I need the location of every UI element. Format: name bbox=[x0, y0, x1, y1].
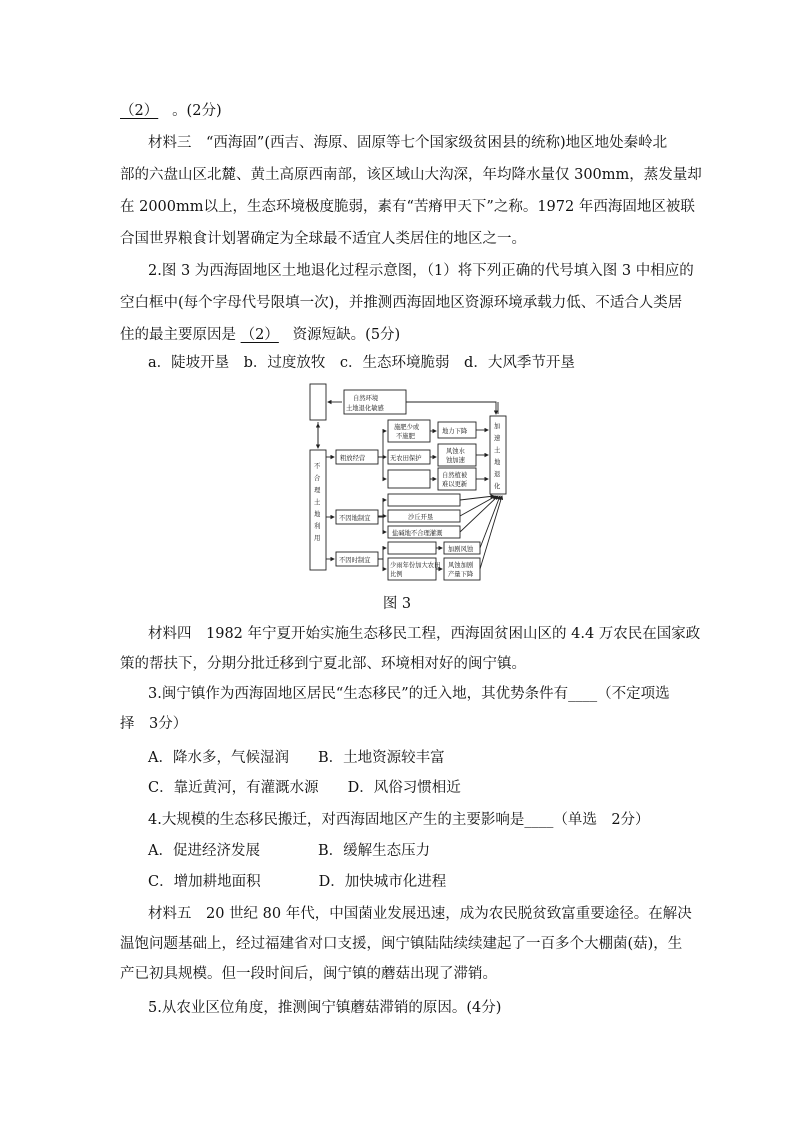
coarse-management-text: 粗放经营 bbox=[340, 455, 366, 462]
q2-text: 资源短缺。(5分) bbox=[292, 327, 401, 343]
material-3-line: 合国世界粮食计划署确定为全球最不适宜人类居住的地区之一。 bbox=[120, 231, 526, 247]
svg-text:地: 地 bbox=[494, 459, 501, 466]
intensified-wind-text: 加剧风蚀 bbox=[448, 546, 474, 553]
answer-blank[interactable]: （2） bbox=[240, 327, 279, 343]
yield-decline-text: 产量下降 bbox=[448, 571, 474, 578]
question-2-options: a．陡坡开垦 b．过度放牧 c．生态环境脆弱 d．大风季节开垦 bbox=[148, 355, 575, 371]
answer-blank[interactable]: （2） bbox=[120, 103, 159, 119]
svg-text:速: 速 bbox=[494, 435, 501, 442]
q2-text: 住的最主要原因是 bbox=[120, 327, 236, 343]
svg-text:不: 不 bbox=[314, 463, 321, 470]
dry-year-text: 少雨年份加大农田 bbox=[390, 562, 441, 569]
material-5-line: 温饱问题基础上，经过福建省对口支援，闽宁镇陆陆续续建起了一百多个大棚菌(菇)，生 bbox=[120, 936, 683, 952]
svg-text:理: 理 bbox=[314, 487, 321, 494]
svg-text:加: 加 bbox=[494, 423, 501, 430]
material-5-line: 材料五 20 世纪 80 年代，中国菌业发展迅速，成为农民脱贫致富重要途径。在解决 bbox=[148, 906, 692, 922]
question-5-line: 5.从农业区位角度，推测闽宁镇蘑菇滞销的原因。(4分) bbox=[148, 1000, 502, 1016]
question-2-line bbox=[120, 325, 400, 345]
material-3-line: 材料三 “西海固”(西吉、海原、固原等七个国家级贫困县的统称)地区地处秦岭北 bbox=[148, 135, 668, 151]
land-degradation-diagram bbox=[308, 382, 520, 582]
dune-reclaim-text: 沙丘开垦 bbox=[408, 514, 434, 521]
score-note: 。(2分) bbox=[172, 103, 222, 119]
vegetation-text: 难以更新 bbox=[442, 481, 468, 488]
little-fertilizer-text: 不施肥 bbox=[396, 433, 415, 440]
vegetation-text: 自然植被 bbox=[442, 472, 468, 479]
svg-text:利: 利 bbox=[314, 523, 321, 530]
blank-box-top-left[interactable] bbox=[310, 384, 326, 420]
material-4-line: 材料四 1982 年宁夏开始实施生态移民工程，西海固贫困山区的 4.4 万农民在国家政 bbox=[148, 626, 701, 642]
little-fertilizer-text: 施肥少或 bbox=[394, 424, 420, 431]
question-2-line: 空白框中(每个字母代号限填一次)，并推测西海固地区资源环境承载力低、不适合人类居 bbox=[120, 295, 683, 311]
material-4-line: 策的帮扶下，分期分批迁移到宁夏北部、环境相对好的闽宁镇。 bbox=[120, 656, 526, 672]
question-3-line: 择 3分） bbox=[120, 716, 188, 732]
saline-irrigation-text: 盐碱地不合理灌溉 bbox=[392, 530, 443, 537]
dry-year-text: 比例 bbox=[390, 571, 403, 578]
svg-text:土: 土 bbox=[314, 499, 321, 506]
question-3-options: A．降水多，气候湿润 B．土地资源较丰富 bbox=[148, 750, 445, 766]
not-adapted-to-time-text: 不因时制宜 bbox=[339, 557, 371, 564]
svg-text:退: 退 bbox=[494, 471, 501, 478]
svg-text:化: 化 bbox=[494, 483, 501, 490]
yield-decline-text: 风蚀加剧 bbox=[448, 562, 474, 569]
figure-caption: 图 3 bbox=[382, 596, 412, 612]
not-adapted-to-place-text: 不因地制宜 bbox=[339, 515, 371, 522]
svg-text:用: 用 bbox=[314, 535, 321, 542]
fertility-decline-text: 地力下降 bbox=[442, 428, 468, 435]
svg-text:地: 地 bbox=[314, 511, 321, 518]
question-2-line: 2.图 3 为西海固地区土地退化过程示意图，（1）将下列正确的代号填入图 3 中相应的 bbox=[148, 263, 694, 279]
question-3-options: C．靠近黄河，有灌溉水源 D．风俗习惯相近 bbox=[148, 780, 461, 796]
erosion-text: 蚀加速 bbox=[446, 457, 465, 464]
no-farmland-protection-text: 无农田保护 bbox=[390, 455, 422, 462]
answer-line-1 bbox=[120, 101, 222, 121]
blank-box-lower[interactable] bbox=[388, 494, 460, 506]
svg-text:合: 合 bbox=[314, 475, 321, 482]
material-3-line: 在 2000mm以上，生态环境极度脆弱，素有“苦瘠甲天下”之称。1972 年西海固地区被联 bbox=[120, 199, 695, 215]
question-4-options: A．促进经济发展 B．缓解生态压力 bbox=[148, 843, 431, 859]
material-3-line: 部的六盘山区北麓、黄土高原西南部，该区域山大沟深，年均降水量仅 300mm，蒸发量却 bbox=[120, 167, 702, 183]
svg-text:土: 土 bbox=[494, 447, 501, 454]
question-4-options: C．增加耕地面积 D．加快城市化进程 bbox=[148, 874, 447, 890]
question-4-line: 4.大规模的生态移民搬迁，对西海固地区产生的主要影响是____（单选 2分） bbox=[148, 812, 650, 828]
natural-env-text: 土地退化敏感 bbox=[346, 405, 384, 412]
erosion-text: 风蚀水 bbox=[446, 448, 465, 455]
blank-box-bottom[interactable] bbox=[388, 542, 436, 554]
material-5-line: 产已初具规模。但一段时间后，闽宁镇的蘑菇出现了滞销。 bbox=[120, 966, 497, 982]
question-3-line: 3.闽宁镇作为西海固地区居民“生态移民”的迁入地，其优势条件有____（不定项选 bbox=[148, 686, 670, 702]
blank-box-middle[interactable] bbox=[388, 470, 430, 488]
natural-env-text: 自然环境 bbox=[353, 395, 379, 402]
